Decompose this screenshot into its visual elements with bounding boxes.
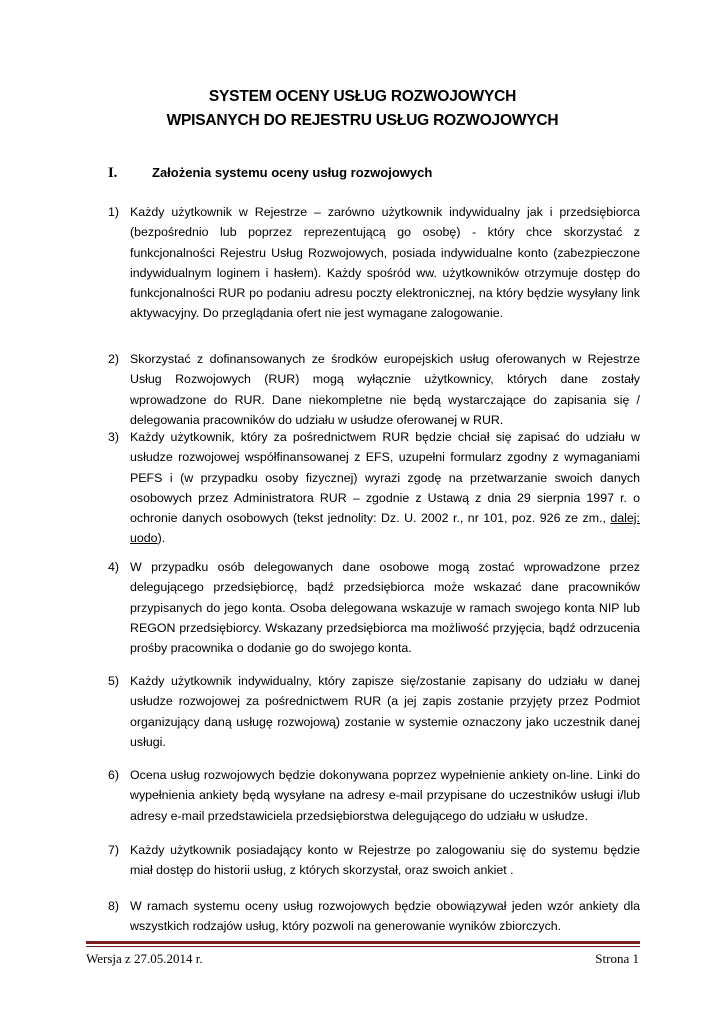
list-item [108, 557, 640, 658]
document-title-line1: SYSTEM OCENY USŁUG ROZWOJOWYCH [208, 88, 517, 105]
list-item-number: 8) [108, 899, 120, 913]
list-item-text: Każdy użytkownik posiadający konto w Rejestrze po zalogowaniu się do systemu będzie miał dostęp do historii usług, z których skorzystał, oraz swoich ankiet . [130, 843, 640, 878]
section-heading [108, 165, 432, 182]
document-title-line2: WPISANYCH DO REJESTRU USŁUG ROZWOJOWYCH [166, 112, 559, 129]
list-item-number: 5) [108, 674, 120, 688]
list-item [108, 202, 640, 324]
uodo-link[interactable]: dalej: uodo [130, 511, 640, 546]
list-item-text: Każdy użytkownik indywidualny, który zapisze się/zostanie zapisany do udziału w danej usłudze rozwojowej za pośrednictwem RUR (a jej zapis zostanie przyjęty przez Podmiot organizujący daną usługę rozwojową) zostanie w systemie oznaczony jako uczestnik danej usługi. [130, 674, 640, 749]
list-item-number: 6) [108, 768, 120, 782]
footer-divider-thin [86, 946, 640, 947]
list-item-number: 2) [108, 352, 120, 366]
list-item [108, 896, 640, 937]
list-item-text: Ocena usług rozwojowych będzie dokonywana poprzez wypełnienie ankiety on-line. Linki do wypełnienia ankiety będą wysyłane na adresy e-mail przypisane do uczestników usługi i/lub adresy e-mail przedstawiciela przedsiębiorstwa delegującego do udziału w usłudze. [130, 768, 640, 823]
list-item-text-tail: ). [157, 531, 166, 546]
list-item-text: W przypadku osób delegowanych dane osobowe mogą zostać wprowadzone przez delegującego przedsiębiorcę, bądź przedsiębiorca może wskazać dane pracowników przypisanych do jego konta. Osoba delegowana wskazuje w ramach swojego konta NIP lub REGON przedsiębiorcy. Wskazany przedsiębiorca ma możliwość przyjęcia, bądź odrzucenia prośby pracownika o dodanie go do swojego konta. [130, 560, 640, 656]
list-item [108, 840, 640, 881]
list-item [108, 427, 640, 549]
list-item-number: 3) [108, 430, 120, 444]
section-number: I. [108, 165, 118, 181]
list-item [108, 765, 640, 826]
list-item-text: Każdy użytkownik, który za pośrednictwem RUR będzie chciał się zapisać do udziału w usłudze rozwojowej współfinansowanej z EFS, uzupełni formularz zgodny z wymaganiami PEFS i (w przypadku osoby fizycznej) wyrazi zgodę na przetwarzanie swoich danych osobowych przez Administratora RUR – zgodnie z Ustawą z dnia 29 sierpnia 1997 r. o ochronie danych osobowych (tekst jednolity: Dz. U. 2002 r., nr 101, poz. 926 ze zm., [130, 430, 640, 526]
list-item-text: Skorzystać z dofinansowanych ze środków europejskich usług oferowanych w Rejestrze Usług Rozwojowych (RUR) mogą wyłącznie użytkownicy, których dane zostały wprowadzone do RUR. Dane niekompletne nie będą wystarczające do zapisania się / delegowania pracowników do udziału w usłudze oferowanej w RUR. [130, 352, 640, 427]
list-item-text-container [130, 427, 640, 549]
list-item-text: W ramach systemu oceny usług rozwojowych będzie obowiązywał jeden wzór ankiety dla wszystkich rodzajów usług, który pozwoli na generowanie wyników zbiorczych. [130, 899, 640, 934]
footer-page-number: Strona 1 [595, 951, 639, 966]
section-title: Założenia systemu oceny usług rozwojowych [152, 165, 433, 180]
list-item [108, 671, 640, 752]
footer-divider [86, 941, 640, 944]
list-item-text: Każdy użytkownik w Rejestrze – zarówno użytkownik indywidualny jak i przedsiębiorca (bezpośrednio lub poprzez reprezentującą go osobę) - który chce skorzystać z funkcjonalności Rejestru Usług Rozwojowych, posiada indywidualne konto (zabezpieczone indywidualnym loginem i hasłem). Każdy spośród ww. użytkowników otrzymuje dostęp do funkcjonalności RUR po podaniu adresu poczty elektronicznej, na który będzie wysyłany link aktywacyjny. Do przeglądania ofert nie jest wymagane zalogowanie. [130, 205, 640, 321]
list-item [108, 349, 640, 430]
footer-version: Wersja z 27.05.2014 r. [86, 951, 203, 966]
list-item-number: 4) [108, 560, 120, 574]
list-item-number: 7) [108, 843, 120, 857]
list-item-number: 1) [108, 205, 120, 219]
